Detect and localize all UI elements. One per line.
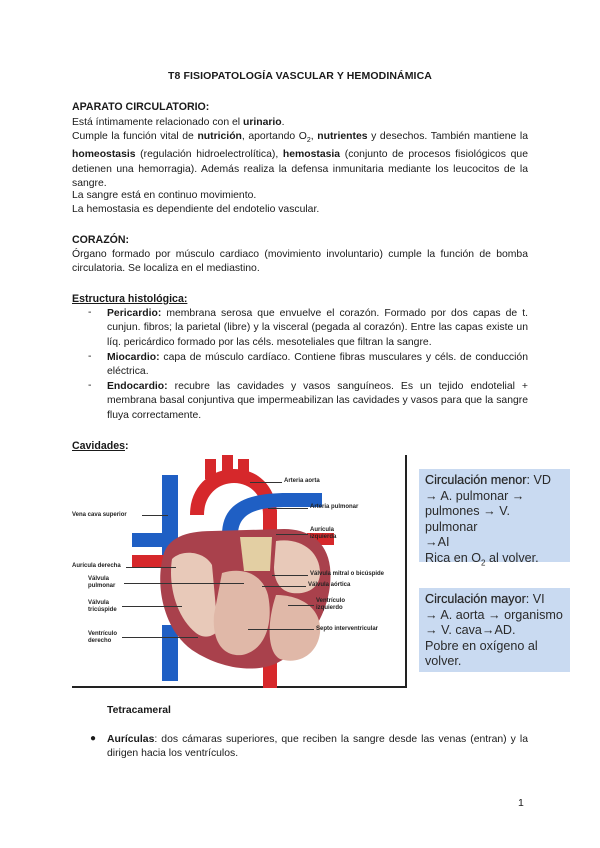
label-septo-interventricular: Septo interventricular [316, 626, 379, 632]
list-item-auriculas: Aurículas: dos cámaras superiores, que reciben la sangre desde las venas (entran) y la dirigen hacia los ventrículos. [107, 734, 528, 760]
leader-line [248, 629, 314, 630]
page-title: T8 FISIOPATOLOGÍA VASCULAR Y HEMODINÁMICA [168, 70, 432, 82]
aorta-branch-2 [222, 455, 233, 475]
circ-menor-line4: →AI [425, 535, 450, 550]
heart-diagram [72, 455, 407, 688]
list-bullet: - [88, 380, 92, 391]
leader-line [122, 637, 198, 638]
section-heading-estructura: Estructura histológica: [72, 293, 188, 305]
bullet-dot: ● [90, 733, 97, 744]
leader-line [272, 575, 308, 576]
label-auricula-derecha: Aurícula derecha [72, 563, 121, 569]
circulatorio-line3: La sangre está en continuo movimiento. [72, 190, 257, 201]
circ-menor-line3: pulmones → V. pulmonar [425, 504, 510, 534]
leader-line [122, 606, 182, 607]
label-auricula-izquierda: Aurícula izquierda [310, 527, 337, 540]
label-ventriculo-izquierdo: Ventrículo izquierdo [316, 598, 346, 611]
circ-menor-line5: Rica en $O_2$ al volver. [425, 550, 539, 568]
circ-mayor-line4: Pobre en oxígeno al [425, 638, 538, 653]
aortic-root-shape [240, 537, 272, 571]
circulatorio-paragraph: Cumple la función vital de nutrición, aportando $O_2$, nutrientes y desechos. También mantiene la homeostasis (regulación hidroelectrolítica), hemostasia (conjunto de procesos fisiológicos que detienen una hemorragia). Además realiza la defensa inmunitaria mediante los leucocitos de la sangre. [72, 131, 528, 190]
leader-line [124, 583, 244, 584]
label-arteria-aorta: Arteria aorta [284, 478, 320, 484]
circ-mayor-line2: → A. aorta → organismo [425, 607, 563, 622]
circulatorio-line1: Está íntimamente relacionado con el urinario. [72, 117, 285, 128]
list-item-pericardio: Pericardio: membrana serosa que envuelve el corazón. Formado por dos capas de t. cunjun. fibros; la parietal (libre) y la visceral (pegada al corazón). Entre las capas existe un líq. pericárdico formado por las céls. mesoteliales que filtran la sangre. [107, 308, 528, 348]
circ-mayor-line3: → V. cava→AD. [425, 623, 516, 638]
section-heading-circulatorio: APARATO CIRCULATORIO: [72, 101, 210, 113]
pulmonary-vein-right-shape [132, 555, 164, 567]
page-number: 1 [518, 797, 524, 809]
circ-menor-title-line: Circulación menor: VD [425, 473, 551, 487]
vena-cava-inferior-shape [162, 625, 178, 681]
aorta-branch-3 [238, 459, 249, 479]
label-valvula-aortica: Válvula aórtica [308, 582, 351, 588]
label-vena-cava-superior: Vena cava superior [72, 512, 127, 518]
label-valvula-tricuspide: Válvula tricúspide [88, 600, 117, 613]
list-item-endocardio: Endocardio: recubre las cavidades y vasos sanguíneos. Es un tejido endotelial + membrana basal conjuntiva que impermeabilizan las cavidades y vasos para que la sangre fluya correctamente. [107, 381, 528, 421]
label-ventriculo-derecho: Ventrículo derecho [88, 631, 118, 644]
label-valvula-mitral: Válvula mitral o bicúspide [310, 571, 385, 577]
list-bullet: - [88, 307, 92, 318]
leader-line [262, 586, 306, 587]
corazon-text: Órgano formado por músculo cardiaco (movimiento involuntario) cumple la función de bomba circulatoria. Se localiza en el mediastino. [72, 249, 528, 275]
leader-line [126, 567, 176, 568]
section-heading-corazon: CORAZÓN: [72, 234, 130, 246]
leader-line [276, 534, 308, 535]
list-bullet: - [88, 351, 92, 362]
circ-menor-line2: → A. pulmonar → [425, 488, 525, 503]
pulmonary-artery-right-shape [132, 533, 164, 547]
circ-mayor-title-line: Circulación mayor: VI [425, 592, 545, 606]
label-arteria-pulmonar: Arteria pulmonar [310, 504, 359, 510]
leader-line [268, 508, 308, 509]
circulacion-mayor-box [419, 588, 570, 672]
circulacion-menor-box [419, 469, 570, 568]
tetracameral-heading: Tetracameral [107, 705, 171, 716]
label-valvula-pulmonar: Válvula pulmonar [88, 576, 116, 589]
circ-mayor-line5: volver. [425, 654, 462, 669]
aorta-branch-1 [205, 459, 216, 479]
leader-line [250, 482, 282, 483]
list-item-miocardio: Miocardio: capa de músculo cardíaco. Contiene fibras musculares y céls. de conducción eléctrica. [107, 352, 528, 378]
circulatorio-line4: La hemostasia es dependiente del endotelio vascular. [72, 204, 320, 215]
leader-line [288, 605, 314, 606]
leader-line [142, 515, 168, 516]
section-heading-cavidades: Cavidades: [72, 440, 129, 452]
